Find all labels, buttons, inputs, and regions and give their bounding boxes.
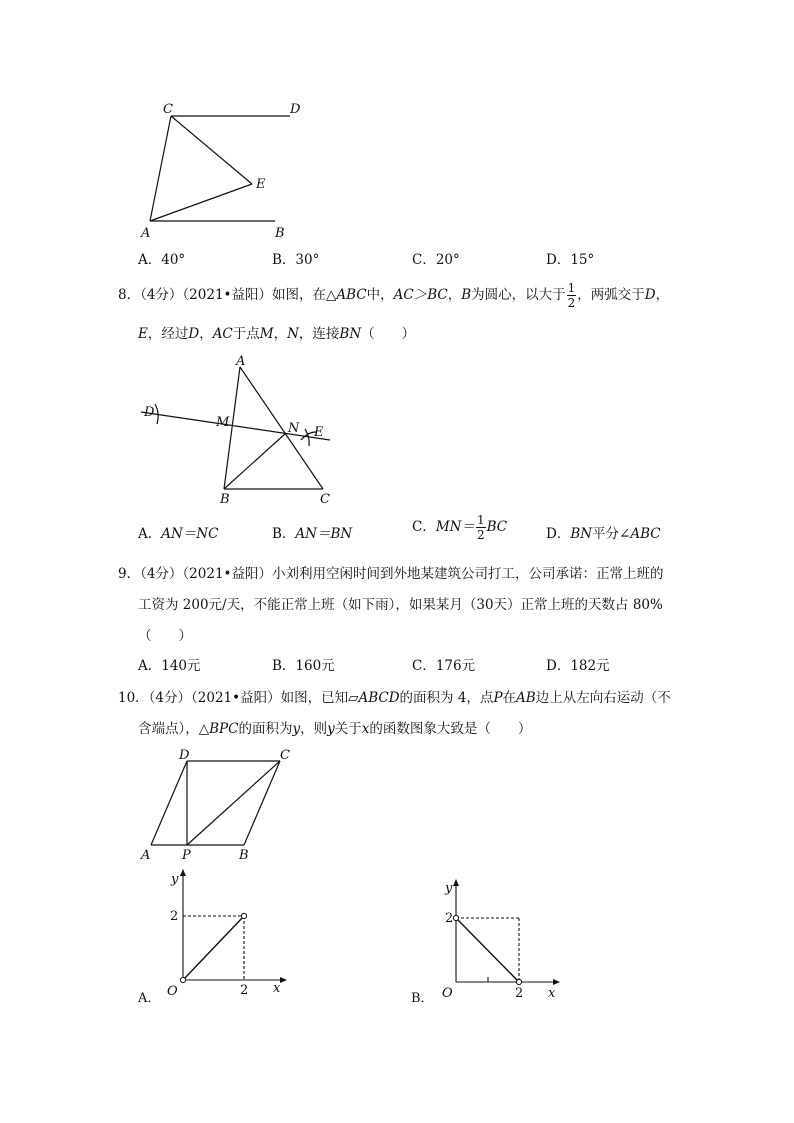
q9-option-a[interactable]: A．140元 <box>138 658 201 674</box>
q8-figure <box>138 350 338 510</box>
q7-option-d[interactable]: D．15° <box>546 252 595 268</box>
q8-option-a[interactable]: A．AN＝NC <box>138 526 219 542</box>
label-n: N <box>288 421 300 436</box>
label-a: A <box>141 226 151 241</box>
x-tick-label: 2 <box>240 983 249 998</box>
x-label: x <box>548 986 556 1001</box>
q10-line-2: 含端点），△BPC的面积为y，则y关于x的函数图象大致是（ ） <box>138 721 532 737</box>
segment-ce <box>171 116 252 184</box>
q9-line-3: （ ） <box>138 628 192 644</box>
x-arrow <box>553 979 560 985</box>
arc-e <box>305 429 309 446</box>
open-point-end <box>516 979 521 984</box>
q8-option-c[interactable]: C．MN＝ $\frac{1}{2}$ BC <box>412 513 508 542</box>
label-b: B <box>220 492 230 507</box>
q8-line-1: 8．（4分）（2021•益阳）如图，在△ABC中，AC＞BC，B为圆心，以大于 $\frac{1}{2}$ ，两弧交于D， <box>118 281 670 310</box>
segment-bn <box>224 433 286 489</box>
origin-label: O <box>167 984 178 999</box>
segment-ca <box>150 116 171 221</box>
graph-line <box>183 916 244 980</box>
q7-option-c[interactable]: C．20° <box>412 252 460 268</box>
q9-line-2: 工资为 200元/天，不能正常上班（如下雨），如果某月（30天）正常上班的天数占 80% <box>138 597 663 613</box>
label-c: C <box>280 748 290 763</box>
q9-option-c[interactable]: C．176元 <box>412 658 476 674</box>
segment-pc <box>187 761 280 845</box>
q10-parallelogram-figure <box>138 744 298 866</box>
label-c: C <box>320 492 330 507</box>
label-p: P <box>182 848 191 863</box>
label-c: C <box>163 102 173 117</box>
y-arrow <box>453 879 459 886</box>
open-point-origin <box>180 977 185 982</box>
open-point-start <box>453 915 458 920</box>
line-de <box>141 412 330 440</box>
q7-figure <box>138 98 318 243</box>
segment-ae <box>150 184 252 221</box>
segment-ad <box>151 761 187 845</box>
label-d: D <box>290 102 301 117</box>
q10-graph-b <box>408 876 568 1016</box>
q9-option-d[interactable]: D．182元 <box>546 658 610 674</box>
y-label: y <box>171 872 179 887</box>
graph-line <box>456 918 519 982</box>
x-tick-label: 2 <box>515 986 524 1001</box>
label-b: B <box>239 848 249 863</box>
y-arrow <box>180 869 186 876</box>
open-point-end <box>241 913 246 918</box>
label-a: A <box>236 354 246 369</box>
label-d: D <box>144 405 155 420</box>
graph-a-option-label: A． <box>138 991 161 1006</box>
graph-b-option-label: B． <box>411 991 434 1006</box>
label-d: D <box>179 748 190 763</box>
q9-option-b[interactable]: B．160元 <box>272 658 335 674</box>
origin-label: O <box>442 986 453 1001</box>
label-a: A <box>141 848 151 863</box>
q8-option-d[interactable]: D．BN平分∠ABC <box>546 526 661 542</box>
y-label: y <box>445 881 453 896</box>
q10-line-1: 10．（4分）（2021•益阳）如图，已知▱ABCD的面积为 4，点P在AB边上从左向右运动（不 <box>118 690 671 706</box>
q8-line-2: E，经过D，AC于点M，N，连接BN（ ） <box>138 326 416 342</box>
q9-line-1: 9．（4分）（2021•益阳）小刘利用空闲时间到外地某建筑公司打工，公司承诺：正常上班的 <box>118 566 664 582</box>
q8-fraction: $\frac{1}{2}$ <box>567 281 576 310</box>
q7-option-a[interactable]: A．40° <box>138 252 186 268</box>
y-tick-label: 2 <box>445 911 454 926</box>
label-e: E <box>256 177 266 192</box>
q8-option-b[interactable]: B．AN＝BN <box>272 526 353 542</box>
segment-bc <box>244 761 280 845</box>
label-e: E <box>314 425 324 440</box>
label-b: B <box>275 226 285 241</box>
q7-option-b[interactable]: B．30° <box>272 252 320 268</box>
x-label: x <box>273 981 281 996</box>
x-arrow <box>280 977 287 983</box>
q10-graph-a <box>135 868 295 1008</box>
label-m: M <box>216 415 230 430</box>
y-tick-label: 2 <box>170 909 179 924</box>
